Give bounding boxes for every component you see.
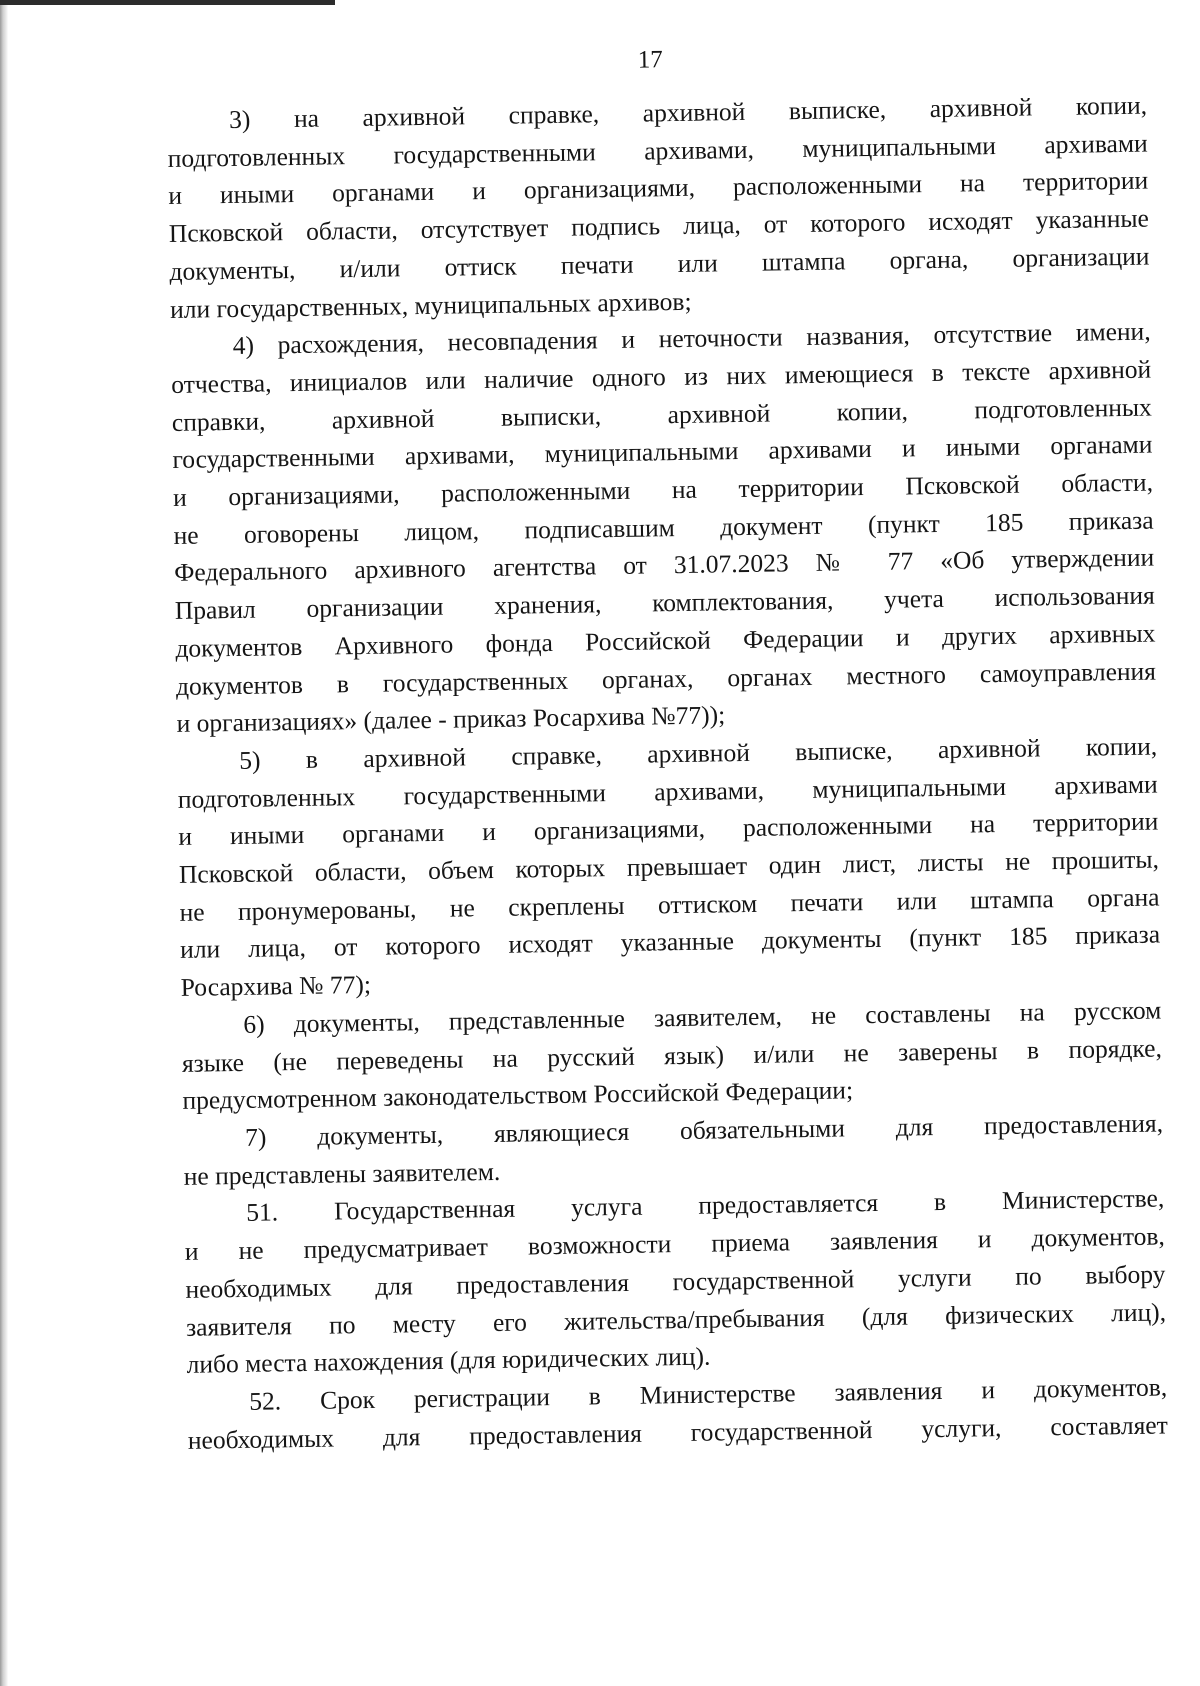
text-line: 51. Государственная услуга предоставляется в Министерстве, bbox=[246, 1183, 1165, 1228]
text-line: Федерального архивного агентства от 31.07.2023 № 77 «Об утверждении bbox=[174, 542, 1155, 588]
text-line: Правил организации хранения, комплектования, учета использования bbox=[174, 580, 1155, 626]
text-line: и не предусматривает возможности приема заявления и документов, bbox=[184, 1221, 1166, 1266]
text-line: документов Архивного фонда Российской Федерации и других архивных bbox=[175, 618, 1156, 663]
paragraph bbox=[187, 1368, 1168, 1459]
paragraph-list bbox=[167, 87, 1168, 1460]
text-line: подготовленных государственными архивами, муниципальными архивами bbox=[167, 128, 1148, 173]
text-line: 7) документы, являющиеся обязательными для предоставления, bbox=[244, 1108, 1164, 1152]
paragraph bbox=[167, 87, 1150, 329]
text-line: 4) расхождения, несовпадения и неточности названия, отсутствие имени, bbox=[232, 316, 1151, 361]
text-line: 52. Срок регистрации в Министерстве заявления и документов, bbox=[249, 1372, 1168, 1416]
text-line: 3) на архивной справке, архивной выписке, архивной копии, bbox=[228, 90, 1148, 135]
paragraph bbox=[170, 313, 1156, 743]
text-line: 6) документы, представленные заявителем, не составлены на русском bbox=[243, 995, 1162, 1039]
paragraph bbox=[181, 991, 1163, 1119]
paragraph bbox=[177, 727, 1161, 1006]
text-line: отчества, инициалов или наличие одного из них имеющиеся в тексте архивной bbox=[171, 354, 1152, 399]
text-line: Псковской области, объем которых превышает один лист, листы не прошиты, bbox=[178, 844, 1160, 889]
text-line: не пронумерованы, не скреплены оттиском печати или штампа органа bbox=[179, 882, 1160, 927]
text-line: и иными органами и организациями, расположенными на территории bbox=[168, 165, 1149, 211]
text-line: необходимых для предоставления государственной услуги, составляет bbox=[187, 1410, 1168, 1455]
text-line: или лица, от которого исходят указанные документы (пункт 185 приказа bbox=[179, 919, 1161, 965]
text-line: документы, и/или оттиск печати или штампа органа, организации bbox=[169, 241, 1150, 286]
paragraph bbox=[184, 1180, 1167, 1384]
text-line: заявителя по месту его жительства/пребывания (для физических лиц), bbox=[185, 1296, 1167, 1342]
text-line: или государственных, муниципальных архивов; bbox=[169, 286, 692, 324]
text-line: 5) в архивной справке, архивной выписке, архивной копии, bbox=[238, 731, 1158, 775]
text-line: либо места нахождения (для юридических лиц). bbox=[186, 1341, 711, 1380]
text-line: языке (не переведены на русский язык) и/или не заверены в порядке, bbox=[181, 1033, 1163, 1078]
scan-top-rule bbox=[0, 0, 335, 5]
text-line: справки, архивной выписки, архивной копии, подготовленных bbox=[171, 392, 1152, 437]
text-line: необходимых для предоставления государственной услуги по выбору bbox=[185, 1259, 1166, 1304]
text-line: документов в государственных органах, органах местного самоуправления bbox=[175, 656, 1157, 701]
text-line: подготовленных государственными архивами, муниципальными архивами bbox=[177, 769, 1158, 814]
text-line: Росархива № 77); bbox=[180, 970, 372, 1003]
text-line: не представлены заявителем. bbox=[183, 1156, 501, 1191]
text-line: государственными архивами, муниципальными архивами и иными органами bbox=[172, 429, 1153, 475]
scan-left-edge bbox=[0, 0, 8, 1686]
text-line: Псковской области, отсутствует подпись лица, от которого исходят указанные bbox=[168, 203, 1150, 249]
text-line: предусмотренном законодательством Российской Федерации; bbox=[182, 1075, 854, 1116]
page-number: 17 bbox=[637, 46, 663, 74]
document-text bbox=[166, 33, 1168, 1460]
text-line: не оговорены лицом, подписавшим документ (пункт 185 приказа bbox=[173, 505, 1154, 550]
text-line: и организациях» (далее - приказ Росархива №77)); bbox=[176, 700, 726, 739]
text-line: и иными органами и организациями, расположенными на территории bbox=[178, 806, 1159, 852]
text-line: и организациями, расположенными на территории Псковской области, bbox=[172, 467, 1154, 512]
